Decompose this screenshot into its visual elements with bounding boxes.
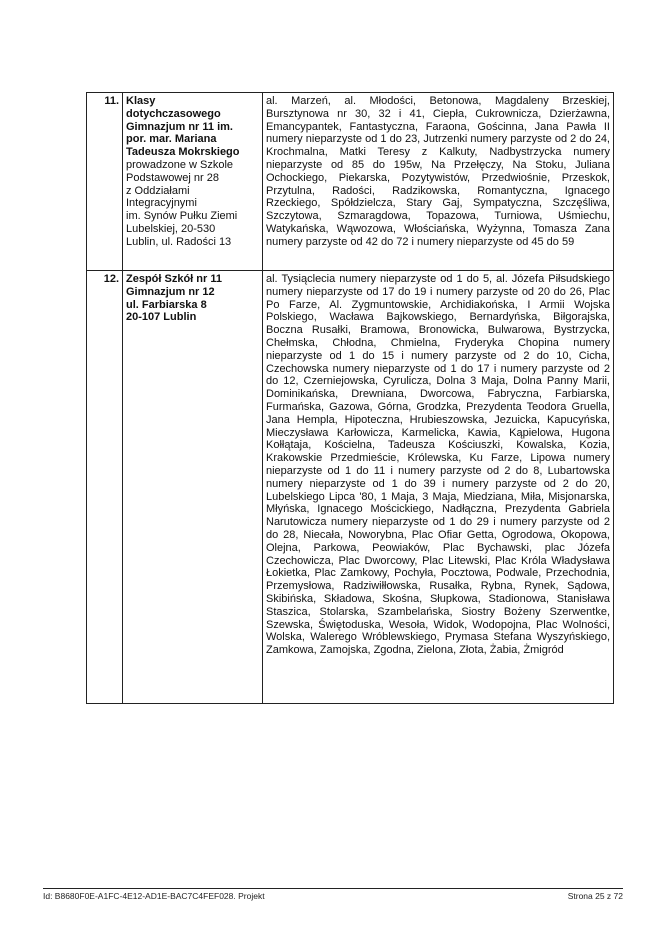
streets-cell: al. Tysiąclecia numery nieparzyste od 1 do 5, al. Józefa Piłsudskiego numery nieparzyste od 17 do 19 i numery parzyste od 20 do 26, Plac Po Farze, Al. Zygmuntowskie, Archidiakońska, I Armii Wojska Polskiego, Wacława Bajkowskiego, Bernardyńska, Biłgorajska, Boczna Rusałki, Bramowa, Bronowicka, Bulwarowa, Bystrzycka, Chełmska, Chłodna, Chmielna, Fryderyka Chopina numery nieparzyste od 1 do 15 i numery parzyste od 2 do 10, Cicha, Czechowska numery nieparzyste od 1 do 17 i numery parzyste od 2 do 12, Czerniejowska, Cyrulicza, Dolna 3 Maja, Dolna Panny Marii, Dominikańska, Drewniana, Dworcowa, Fabryczna, Farbiarska, Furmańska, Gazowa, Górna, Grodzka, Prezydenta Teodora Gruella, Jana Hempla, Hipoteczna, Hrubieszowska, Jezuicka, Kapucyńska, Mieczysława Karłowicza, Karmelicka, Kawia, Kąpielowa, Hugona Kołłątaja, Kościelna, Tadeusza Kościuszki, Kowalska, Kozia, Krakowskie Przedmieście, Królewska, Ku Farze, Lipowa numery nieparzyste od 1 do 11 i numery parzyste od 2 do 8, Lubartowska numery nieparzyste od 1 do 39 i numery parzyste od 2 do 20, Lubelskiego Lipca '80, 1 Maja, 3 Maja, Miedziana, Miła, Misjonarska, Młyńska, Ignacego Mościckiego, Nadłączna, Prezydenta Gabriela Narutowicza numery nieparzyste od 1 do 29 i numery parzyste od 2 do 28, Niecała, Noworybna, Plac Ofiar Getta, Ogrodowa, Okopowa, Olejna, Parkowa, Peowiaków, Plac Bychawski, plac Józefa Czechowicza, Plac Dworcowy, Plac Litewski, Plac Króla Władysława Łokietka, Plac Zamkowy, Pochyła, Pocztowa, Podwale, Przechodnia, Przemysłowa, Radziwiłłowska, Rusałka, Rybna, Rynek, Sądowa, Skibińska, Składowa, Skośna, Słupkowa, Stadionowa, Stanisława Staszica, Stolarska, Szambelańska, Siostry Bożeny Szerwentke, Szewska, Świętoduska, Wesoła, Widok, Wodopojna, Plac Wolności, Wolska, Walerego Wróblewskiego, Prymasa Stefana Wyszyńskiego, Zamkowa, Zamojska, Zgodna, Zielona, Złota, Żabia, Żmigród xyxy=(263,271,614,704)
table-row xyxy=(87,271,614,704)
row-number: 11. xyxy=(87,93,123,271)
school-address-line: im. Synów Pułku Ziemi xyxy=(126,210,238,223)
streets-cell: al. Marzeń, al. Młodości, Betonowa, Magdaleny Brzeskiej, Bursztynowa nr 30, 32 i 41, Ciepła, Cukrownicza, Dzierżawna, Emancypantek, Fantastyczna, Faraona, Gościnna, Jana Pawła II numery nieparzyste od 1 do 23, Jutrzenki numery parzyste od 2 do 24, Krochmalna, Matki Teresy z Kalkuty, Nadbystrzycka numery nieparzyste od 85 do 195w, Na Przełęczy, Na Stoku, Juliana Ochockiego, Piekarska, Pozytywistów, Przedwiośnie, Przeskok, Przytulna, Radości, Radzikowska, Romantyczna, Ignacego Rzeckiego, Spółdzielcza, Stary Gaj, Sympatyczna, Szczęśliwa, Szczytowa, Szmaragdowa, Topazowa, Turniowa, Uśmiechu, Watykańska, Wąwozowa, Włościańska, Wyżynna, Tomasza Zana numery parzyste od 42 do 72 i numery nieparzyste od 45 do 59 xyxy=(263,93,614,271)
school-address-line: Lubelskiej, 20-530 xyxy=(126,222,216,235)
school-address-line: Lublin, ul. Radości 13 xyxy=(126,235,232,248)
school-name-line: dotychczasowego xyxy=(126,107,221,120)
school-name-line: Tadeusza Mokrskiego xyxy=(126,146,240,159)
school-name-cell xyxy=(123,93,263,271)
school-address-line: Podstawowej nr 28 xyxy=(126,171,219,184)
school-name-line: Zespół Szkół nr 11 xyxy=(126,273,222,285)
school-address-line: prowadzone w Szkole xyxy=(126,158,234,171)
school-name-line: ul. Farbiarska 8 xyxy=(126,298,207,311)
school-name-line: Gimnazjum nr 11 im. xyxy=(126,120,233,133)
school-name-line: Klasy xyxy=(126,95,156,107)
school-address-line: Integracyjnymi xyxy=(126,197,197,210)
document-id: Id: B8680F0E-A1FC-4E12-AD1E-BAC7C4FEF028. Projekt xyxy=(43,891,265,901)
school-name-line: 20-107 Lublin xyxy=(126,311,197,324)
row-number: 12. xyxy=(87,271,123,704)
school-address-line: z Oddziałami xyxy=(126,184,190,197)
school-name-line: por. mar. Mariana xyxy=(126,133,217,146)
table-row xyxy=(87,93,614,271)
footer-divider xyxy=(43,888,623,889)
school-district-table xyxy=(86,92,614,704)
school-name-line: Gimnazjum nr 12 xyxy=(126,285,215,298)
school-name-cell xyxy=(123,271,263,704)
page-number: Strona 25 z 72 xyxy=(567,891,623,901)
